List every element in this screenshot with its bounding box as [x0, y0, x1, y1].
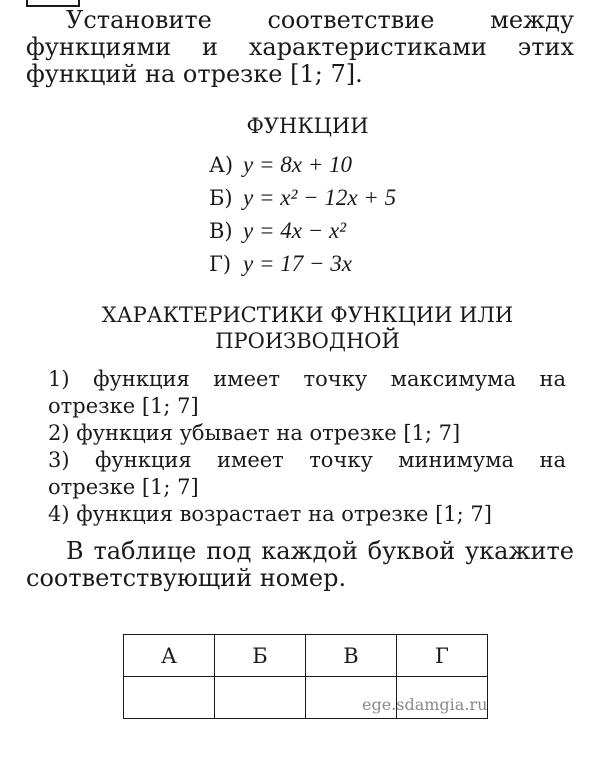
- characteristics-list: [48, 366, 566, 528]
- answer-header-g: Г: [397, 635, 488, 677]
- task-intro: Установите соответствие между функциями и характеристиками этих функций на отрезке [1; 7].: [26, 6, 574, 88]
- characteristics-title: ХАРАКТЕРИСТИКИ ФУНКЦИИ ИЛИ ПРОИЗВОДНОЙ: [101, 303, 514, 353]
- answer-header-v: В: [306, 635, 397, 677]
- answer-table-header-row: [124, 635, 488, 677]
- answer-header-b: Б: [215, 635, 306, 677]
- function-letter: А): [209, 153, 234, 177]
- characteristic-item-2: 2) функция убывает на отрезке [1; 7]: [48, 421, 461, 445]
- function-letter: Б): [209, 186, 233, 210]
- function-item-g: [209, 247, 396, 280]
- task-outro: В таблице под каждой буквой укажите соответствующий номер.: [26, 537, 574, 592]
- function-formula: y = 4x − x²: [243, 218, 347, 243]
- functions-title: ФУНКЦИИ: [246, 114, 369, 138]
- function-formula: y = 17 − 3x: [243, 251, 352, 276]
- watermark: ege.sdamgia.ru: [362, 695, 488, 714]
- function-formula: y = 8x + 10: [243, 152, 352, 177]
- characteristic-item-1: 1) функция имеет точку максимума на отрезке [1; 7]: [48, 367, 566, 418]
- function-item-a: [209, 148, 396, 181]
- function-formula: y = x² − 12x + 5: [243, 185, 397, 210]
- answer-cell-b[interactable]: [215, 677, 306, 719]
- function-item-b: [209, 181, 396, 214]
- function-letter: Г): [209, 252, 232, 276]
- function-letter: В): [209, 219, 233, 243]
- answer-header-a: А: [124, 635, 215, 677]
- characteristic-item-4: 4) функция возрастает на отрезке [1; 7]: [48, 502, 492, 526]
- function-item-v: [209, 214, 396, 247]
- functions-list: [209, 148, 396, 280]
- characteristic-item-3: 3) функция имеет точку минимума на отрезке [1; 7]: [48, 448, 566, 499]
- answer-cell-a[interactable]: [124, 677, 215, 719]
